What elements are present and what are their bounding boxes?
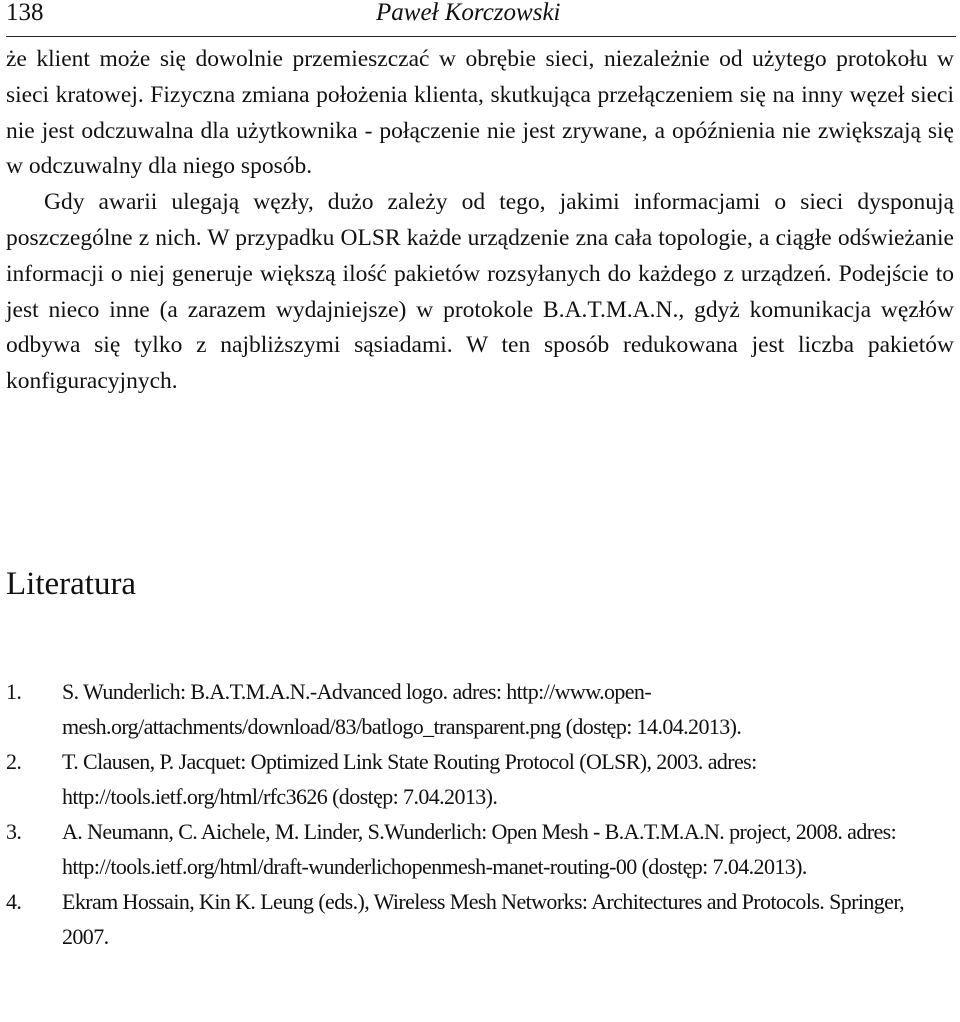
- reference-text: Ekram Hossain, Kin K. Leung (eds.), Wireless Mesh Networks: Architectures and Protocols. Springer, 2007.: [62, 889, 905, 949]
- paragraph: Gdy awarii ulegają węzły, dużo zależy od tego, jakimi informacjami o sieci dysponują poszczególne z nich. W przypadku OLSR każde urządzenie zna cała topologie, a ciągłe odświeżanie informacji o niej generuje większą ilość pakietów rozsyłanych do każdego z urządzeń. Podejście to jest nieco inne (a zarazem wydajniejsze) w protokole B.A.T.M.A.N., gdyż komunikacja węzłów odbywa się tylko z najbliższymi sąsiadami. W ten sposób redukowana jest liczba pakietów konfiguracyjnych.: [6, 189, 954, 395]
- reference-item: [6, 674, 946, 744]
- reference-text: S. Wunderlich: B.A.T.M.A.N.-Advanced logo. adres: http://www.open-mesh.org/attachments/download/83/batlogo_transparent.png (dostęp: 14.04.2013).: [62, 679, 742, 739]
- reference-number: 4.: [6, 889, 22, 914]
- reference-text: A. Neumann, C. Aichele, M. Linder, S.Wunderlich: Open Mesh - B.A.T.M.A.N. project, 2008. adres: http://tools.ietf.org/html/draft-wunderlichopenmesh-manet-routing-00 (dostęp: 7.04.2013).: [62, 819, 897, 879]
- page-number: 138: [6, 0, 44, 26]
- reference-number: 2.: [6, 749, 22, 774]
- header-rule: [6, 36, 956, 37]
- paragraph: że klient może się dowolnie przemieszczać w obrębie sieci, niezależnie od użytego protokołu w sieci kratowej. Fizyczna zmiana położenia klienta, skutkująca przełączeniem się na inny węzeł sieci nie jest odczuwalna dla użytkownika - połączenie nie jest zrywane, a opóźnienia nie zwiększają się w odczuwalny dla niego sposób.: [6, 46, 954, 180]
- body-text: [6, 42, 954, 400]
- running-head-author: Paweł Korczowski: [376, 0, 561, 26]
- reference-number: 1.: [6, 679, 22, 704]
- reference-text: T. Clausen, P. Jacquet: Optimized Link State Routing Protocol (OLSR), 2003. adres: http://tools.ietf.org/html/rfc3626 (dostęp: 7.04.2013).: [62, 749, 757, 809]
- section-heading-literature: Literatura: [6, 566, 137, 602]
- reference-list: [6, 674, 946, 954]
- reference-item: [6, 814, 946, 884]
- reference-number: 3.: [6, 819, 22, 844]
- page-header: [6, 0, 956, 32]
- reference-item: [6, 884, 946, 954]
- reference-item: [6, 744, 946, 814]
